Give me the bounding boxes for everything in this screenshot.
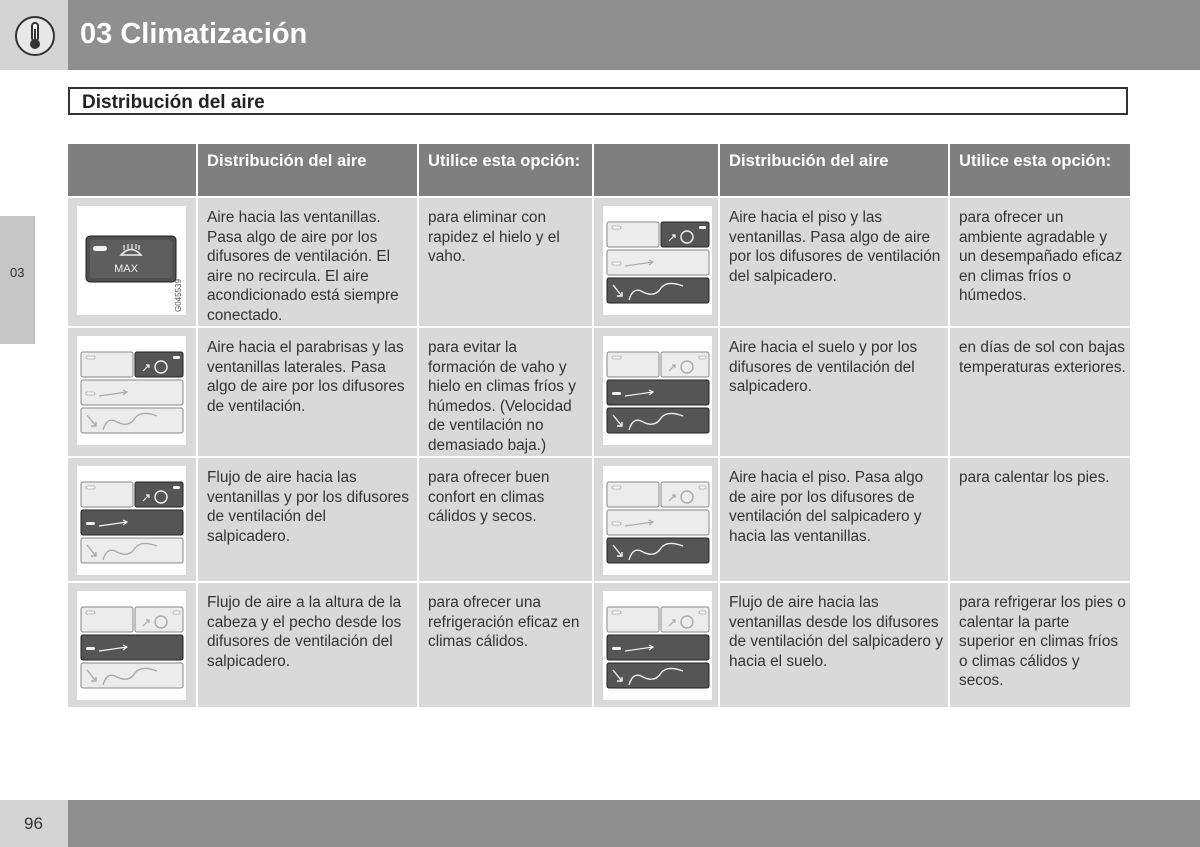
use-text-right: para calentar los pies.: [950, 458, 1130, 581]
distribution-text-right: Flujo de aire hacia las ventanillas desde los difusores de ventilación del salpicadero y hacia el suelo.: [720, 583, 948, 707]
airflow-floor-icon: [603, 466, 712, 575]
distribution-text-left: Aire hacia las ventanillas. Pasa algo de aire por los difusores de ventilación. El aire no recircula. El aire acondicionado está siempre conectado.: [198, 198, 417, 326]
use-text-right: para refrigerar los pies o calentar la parte superior en climas fríos o climas cálidos y secos.: [950, 583, 1130, 707]
table-row: [68, 458, 1130, 581]
chapter-side-tab: [0, 216, 35, 344]
header-cell-image-right: [594, 144, 718, 196]
page-number: 96: [24, 814, 43, 833]
use-text-right: en días de sol con bajas temperaturas exteriores.: [950, 328, 1130, 456]
image-cell: [68, 458, 196, 581]
image-code: G045539: [174, 279, 183, 312]
airflow-floor-windows-icon: [603, 206, 712, 315]
section-heading-box: [68, 87, 1128, 115]
airflow-floor-dash-icon: [603, 336, 712, 445]
image-cell: [594, 458, 718, 581]
table-row: [68, 198, 1130, 326]
image-cell: [68, 583, 196, 707]
use-text-right: para ofrecer un ambiente agradable y un desempañado eficaz en climas fríos o húmedos.: [950, 198, 1130, 326]
table-header-row: [68, 144, 1130, 196]
airflow-dash-icon: [77, 591, 186, 700]
airflow-windows-floor-icon: [603, 591, 712, 700]
header-cell-distribution-right: Distribución del aire: [720, 144, 948, 196]
use-text-left: para ofrecer una refrigeración eficaz en climas cálidos.: [419, 583, 592, 707]
image-cell: [68, 328, 196, 456]
footer-bar: [68, 800, 1200, 847]
image-cell: [594, 328, 718, 456]
use-text-left: para ofrecer buen confort en climas cálidos y secos.: [419, 458, 592, 581]
defrost-max-button-icon: [77, 206, 186, 315]
image-cell: [68, 198, 196, 326]
airflow-windscreen-icon: [77, 336, 186, 445]
distribution-text-left: Flujo de aire a la altura de la cabeza y el pecho desde los difusores de ventilación del salpicadero.: [198, 583, 417, 707]
header-cell-use-left: Utilice esta opción:: [419, 144, 592, 196]
image-cell: [594, 198, 718, 326]
image-cell: [594, 583, 718, 707]
section-title: Distribución del aire: [82, 92, 265, 113]
chapter-title: 03 Climatización: [80, 18, 308, 50]
distribution-text-right: Aire hacia el piso y las ventanillas. Pasa algo de aire por los difusores de ventilación del salpicadero.: [720, 198, 948, 326]
header-cell-image-left: [68, 144, 196, 196]
distribution-text-left: Aire hacia el parabrisas y las ventanillas laterales. Pasa algo de aire por los difusores de ventilación.: [198, 328, 417, 456]
table-row: [68, 328, 1130, 456]
header-cell-use-right: Utilice esta opción:: [950, 144, 1130, 196]
distribution-text-right: Aire hacia el piso. Pasa algo de aire por los difusores de ventilación del salpicadero y hacia las ventanillas.: [720, 458, 948, 581]
max-button-label: MAX: [114, 263, 138, 275]
distribution-text-left: Flujo de aire hacia las ventanillas y por los difusores de ventilación del salpicadero.: [198, 458, 417, 581]
header-cell-distribution-left: Distribución del aire: [198, 144, 417, 196]
use-text-left: para evitar la formación de vaho y hielo en climas fríos y húmedos. (Velocidad de ventilación no demasiado baja.): [419, 328, 592, 456]
distribution-text-right: Aire hacia el suelo y por los difusores de ventilación del salpicadero.: [720, 328, 948, 456]
use-text-left: para eliminar con rapidez el hielo y el vaho.: [419, 198, 592, 326]
chapter-side-tab-label: 03: [10, 265, 25, 280]
thermometer-icon: [14, 15, 56, 57]
air-distribution-table: [68, 144, 1130, 709]
airflow-windows-dash-icon: [77, 466, 186, 575]
table-row: [68, 583, 1130, 707]
